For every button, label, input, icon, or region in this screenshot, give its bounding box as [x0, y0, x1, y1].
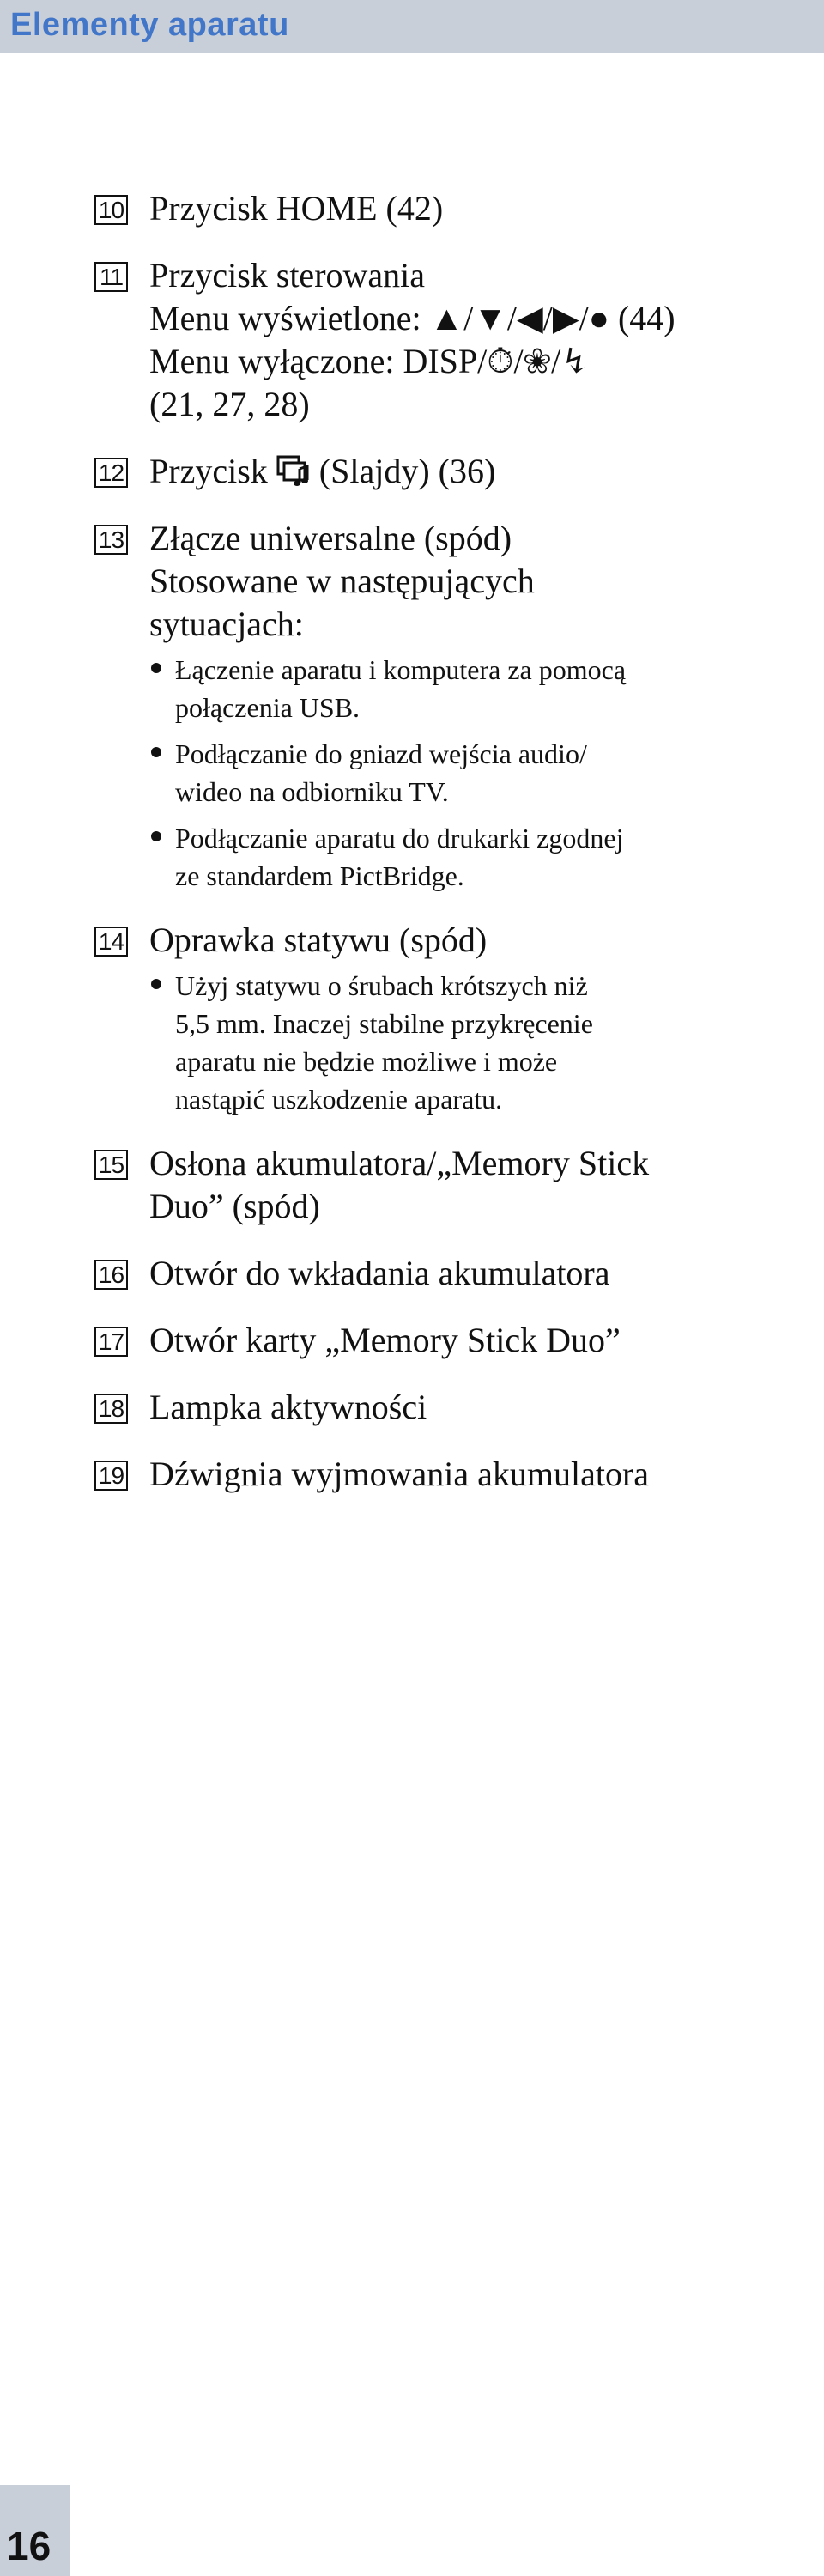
bullet-text: Podłączanie do gniazd wejścia audio/ — [175, 738, 587, 769]
bullet-text: wideo na odbiorniku TV. — [175, 776, 449, 807]
item-number-badge: 19 — [94, 1461, 128, 1491]
bullet-text: 5,5 mm. Inaczej stabilne przykręcenie — [175, 1008, 593, 1039]
item-number-badge: 14 — [94, 927, 128, 957]
parts-list — [0, 187, 824, 1520]
item-text: sytuacjach: — [149, 605, 304, 643]
page-title: Elementy aparatu — [10, 7, 289, 43]
item-text: Otwór do wkładania akumulatora — [149, 1254, 610, 1292]
item-text-suffix: (Slajdy) (36) — [318, 452, 496, 490]
bullet-text: aparatu nie będzie możliwe i może — [175, 1046, 558, 1077]
item-text: Złącze uniwersalne (spód) — [149, 519, 512, 557]
item-text: Stosowane w następujących — [149, 562, 535, 600]
list-item — [0, 1453, 824, 1496]
item-text: Dźwignia wyjmowania akumulatora — [149, 1455, 650, 1493]
item-text: Menu wyświetlone: ▲/▼/◀/▶/● (44) — [149, 299, 676, 337]
list-item — [0, 1252, 824, 1295]
item-number-badge: 16 — [94, 1260, 128, 1290]
bullet-item — [149, 651, 824, 726]
item-text — [149, 450, 824, 493]
item-number-badge: 12 — [94, 458, 128, 488]
item-number-badge: 10 — [94, 195, 128, 225]
bullet-text: ze standardem PictBridge. — [175, 860, 464, 891]
list-item — [0, 517, 824, 895]
item-number-badge: 11 — [94, 262, 128, 292]
header-bar — [0, 0, 824, 53]
item-text: Przycisk sterowania — [149, 256, 426, 295]
item-text: Duo” (spód) — [149, 1187, 320, 1225]
slideshow-icon — [276, 455, 311, 488]
item-text: Otwór karty „Memory Stick Duo” — [149, 1321, 621, 1359]
item-text-prefix: Przycisk — [149, 452, 268, 490]
item-text: Menu wyłączone: DISP/⏱/❀/↯ — [149, 342, 590, 380]
item-number-badge: 15 — [94, 1150, 128, 1180]
list-item — [0, 1386, 824, 1429]
bullet-list — [149, 967, 824, 1118]
item-number-badge: 17 — [94, 1327, 128, 1357]
list-item — [0, 919, 824, 1118]
bullet-item — [149, 819, 824, 895]
bullet-text: Łączenie aparatu i komputera za pomocą — [175, 654, 627, 685]
page-number: 16 — [7, 2524, 52, 2568]
list-item — [0, 254, 824, 426]
list-item — [0, 187, 824, 230]
item-text: Oprawka statywu (spód) — [149, 920, 488, 959]
bullet-item — [149, 735, 824, 811]
item-text: Osłona akumulatora/„Memory Stick — [149, 1144, 650, 1182]
item-text: (21, 27, 28) — [149, 385, 310, 423]
item-number-badge: 18 — [94, 1394, 128, 1424]
bullet-item — [149, 967, 824, 1118]
bullet-list — [149, 651, 824, 895]
bullet-text: Podłączanie aparatu do drukarki zgodnej — [175, 823, 624, 854]
item-text: Lampka aktywności — [149, 1388, 427, 1426]
bullet-text: Użyj statywu o śrubach krótszych niż — [175, 970, 588, 1001]
page-number-tab — [0, 2485, 70, 2576]
bullet-text: połączenia USB. — [175, 692, 360, 723]
item-number-badge: 13 — [94, 525, 128, 555]
item-text: Przycisk HOME (42) — [149, 189, 444, 228]
list-item — [0, 1142, 824, 1228]
list-item — [0, 450, 824, 493]
bullet-text: nastąpić uszkodzenie aparatu. — [175, 1084, 503, 1115]
list-item — [0, 1319, 824, 1362]
